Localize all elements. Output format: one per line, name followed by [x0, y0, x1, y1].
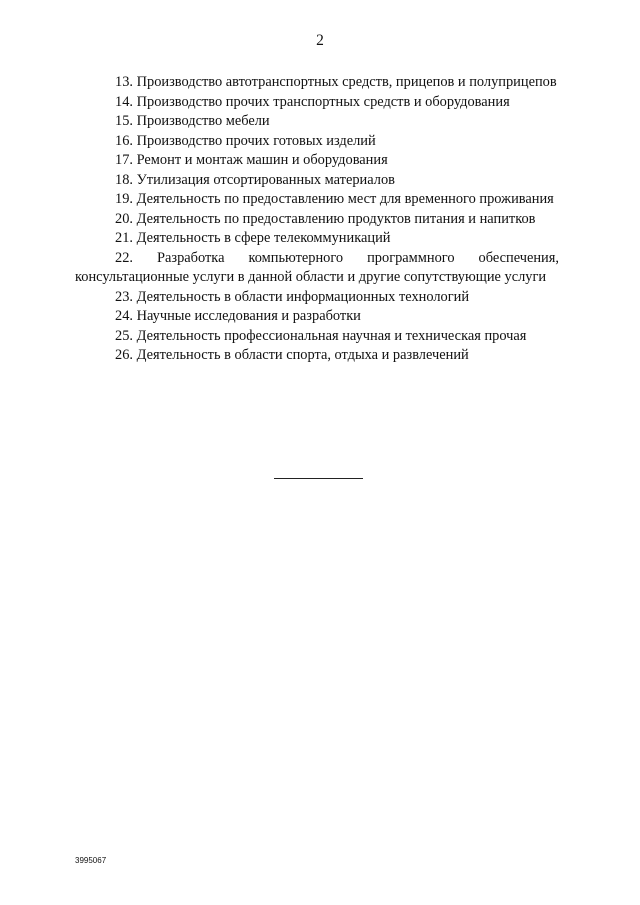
item-number: 26.: [115, 347, 133, 363]
item-text: Деятельность по предоставлению мест для временного проживания: [136, 191, 554, 207]
list-item: [75, 249, 559, 288]
item-text: Утилизация отсортированных материалов: [136, 171, 395, 188]
list-item: [75, 346, 559, 366]
list-item: [75, 132, 559, 152]
list-item: [75, 190, 559, 210]
list-item: [75, 327, 559, 347]
list-item: [75, 288, 559, 308]
item-text: Производство мебели: [136, 113, 270, 129]
item-number: 22.: [115, 249, 133, 266]
item-text: Деятельность в сфере телекоммуникаций: [136, 230, 391, 246]
item-text: Деятельность в области информационных технологий: [136, 288, 470, 305]
list-item: [75, 73, 559, 93]
item-number: 25.: [115, 327, 133, 344]
item-number: 17.: [115, 152, 133, 168]
item-text: Научные исследования и разработки: [136, 308, 361, 324]
activity-list: [75, 73, 559, 366]
item-text: Ремонт и монтаж машин и оборудования: [136, 152, 388, 168]
item-text: Деятельность профессиональная научная и техническая прочая: [136, 327, 527, 344]
item-text: Деятельность в области спорта, отдыха и развлечений: [136, 347, 469, 363]
item-number: 13.: [115, 74, 133, 90]
item-number: 14.: [115, 93, 133, 110]
item-number: 23.: [115, 288, 133, 305]
list-item: [75, 171, 559, 191]
item-text: Производство автотранспортных средств, прицепов и полуприцепов: [136, 74, 557, 90]
list-item: [75, 112, 559, 132]
item-text: Производство прочих готовых изделий: [136, 132, 376, 149]
item-number: 19.: [115, 191, 133, 207]
item-number: 24.: [115, 308, 133, 324]
item-text: Деятельность по предоставлению продуктов питания и напитков: [136, 210, 536, 227]
item-number: 21.: [115, 230, 133, 246]
list-item: [75, 151, 559, 171]
item-number: 18.: [115, 171, 133, 188]
item-number: 20.: [115, 210, 133, 227]
end-separator-line: [274, 478, 363, 479]
list-item: [75, 210, 559, 230]
item-text: Разработка компьютерного программного обеспечения, консультационные услуги в данной области и другие сопутствующие услуги: [75, 249, 559, 285]
page-number: 2: [316, 32, 324, 49]
item-number: 15.: [115, 113, 133, 129]
list-item: [75, 307, 559, 327]
list-item: [75, 229, 559, 249]
document-code: 3995067: [75, 856, 107, 865]
item-number: 16.: [115, 132, 133, 149]
list-item: [75, 93, 559, 113]
item-text: Производство прочих транспортных средств и оборудования: [136, 93, 510, 110]
